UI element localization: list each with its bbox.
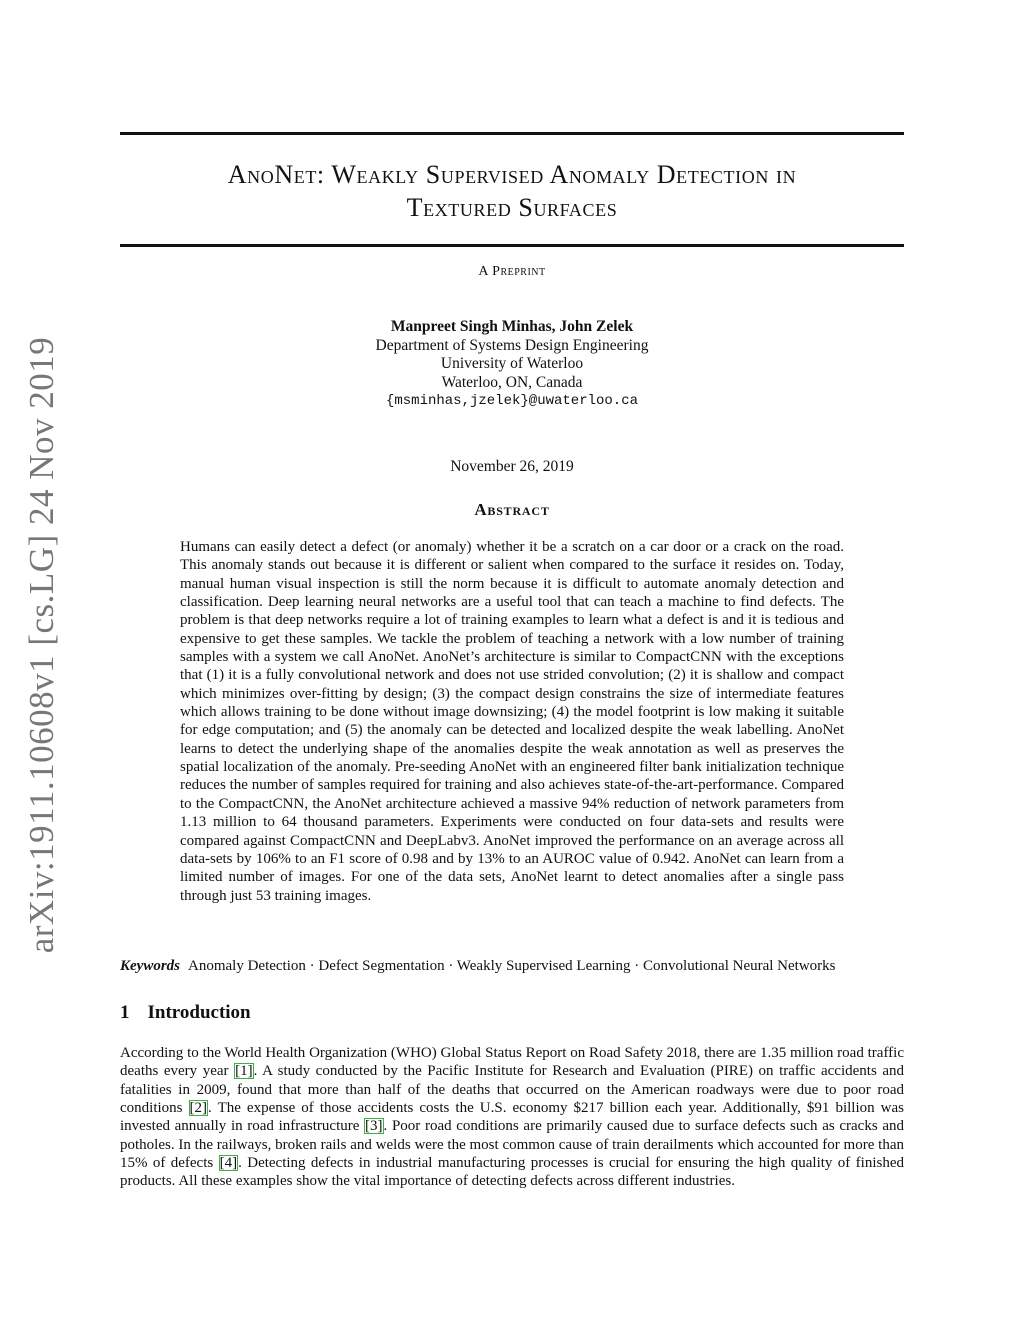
author-department: Department of Systems Design Engineering bbox=[375, 336, 649, 354]
author-university: University of Waterloo bbox=[440, 355, 584, 372]
title-line-2: Textured Surfaces bbox=[406, 193, 618, 222]
keywords-label: Keywords bbox=[120, 958, 180, 974]
keywords-line bbox=[120, 958, 904, 975]
preprint-label: A Preprint bbox=[478, 264, 546, 279]
title-bottom-rule bbox=[120, 244, 904, 247]
arxiv-identifier-stamp[interactable]: arXiv:1911.10608v1 [cs.LG] 24 Nov 2019 bbox=[22, 336, 61, 954]
introduction-paragraph bbox=[120, 1044, 904, 1191]
intro-text-part-1: According to the World Health Organization (WHO) Global Status Report on Road Safety 2018, there are 1.35 million road traffic deaths every year bbox=[120, 1045, 904, 1080]
author-names: Manpreet Singh Minhas, John Zelek bbox=[390, 318, 634, 335]
section-title: Introduction bbox=[147, 1002, 251, 1023]
paper-title bbox=[120, 158, 904, 224]
citation-link-2[interactable]: [2] bbox=[189, 1100, 208, 1117]
section-heading-introduction bbox=[120, 1002, 251, 1024]
citation-link-3[interactable]: [3] bbox=[365, 1118, 383, 1135]
title-top-rule bbox=[120, 132, 904, 135]
author-block bbox=[120, 318, 904, 411]
paper-date: November 26, 2019 bbox=[450, 458, 574, 475]
abstract-heading: Abstract bbox=[474, 500, 550, 519]
author-location: Waterloo, ON, Canada bbox=[441, 373, 583, 391]
keywords-text: Anomaly Detection · Defect Segmentation · Weakly Supervised Learning · Convolutional Neural Networks bbox=[188, 958, 836, 974]
intro-text-part-4: . Poor road conditions are primarily caused due to surface defects such as cracks and potholes. In the railways, broken rails and welds were the most common cause of train derailments which accounted for more than 15% of defects bbox=[120, 1118, 904, 1172]
abstract-text: Humans can easily detect a defect (or anomaly) whether it be a scratch on a car door or a crack on the road. This anomaly stands out because it is different or salient when compared to the surface it resides on. Today, manual human visual inspection is still the norm because it is difficult to automate anomaly detection and classification. Deep learning neural networks are a useful tool that can teach a machine to find defects. The problem is that deep networks require a lot of training examples to learn what a defect is and it is tedious and expensive to get these samples. We tackle the problem of teaching a network with a low number of training samples with a system we call AnoNet. AnoNet’s architecture is similar to CompactCNN with the exceptions that (1) it is a fully convolutional network and does not use strided convolution; (2) it is shallow and compact which minimizes over-fitting by design; (3) the compact design constrains the size of intermediate features which allows training to be done without image downsizing; (4) the model footprint is low making it suitable for edge computation; and (5) the anomaly can be detected and localized despite the weak labelling. AnoNet learns to detect the underlying shape of the anomalies despite the weak annotation as well as preserves the spatial localization of the anomaly. Pre-seeding AnoNet with an engineered filter bank initialization technique reduces the number of samples required for training and also achieves state-of-the-art-performance. Compared to the CompactCNN, the AnoNet architecture achieved a massive 94% reduction of network parameters from 1.13 million to 64 thousand parameters. Experiments were conducted on four data-sets and results were compared against CompactCNN and DeepLabv3. AnoNet improved the performance on an average across all data-sets by 106% to an F1 score of 0.98 and by 13% to an AUROC value of 0.942. AnoNet can learn from a limited number of images. For one of the data sets, AnoNet learnt to detect anomalies after a single pass through just 53 training images. bbox=[180, 539, 844, 904]
intro-text-part-5: . Detecting defects in industrial manufacturing processes is crucial for ensuring the high quality of finished products. All these examples show the vital importance of detecting defects across different industries. bbox=[120, 1155, 905, 1190]
intro-text-part-3: . The expense of those accidents costs the U.S. economy $217 billion each year. Additionally, $91 billion was invested annually in road infrastructure bbox=[120, 1100, 905, 1135]
section-number: 1 bbox=[120, 1002, 130, 1023]
title-line-1: AnoNet: Weakly Supervised Anomaly Detection in bbox=[227, 160, 797, 189]
citation-link-1[interactable]: [1] bbox=[235, 1063, 253, 1080]
intro-text-part-2: . A study conducted by the Pacific Institute for Research and Evaluation (PIRE) on traffic accidents and fatalities in 2009, found that more than half of the deaths that occurred on the American roadways were due to poor road conditions bbox=[120, 1063, 904, 1117]
author-email[interactable]: {msminhas,jzelek}@uwaterloo.ca bbox=[385, 393, 639, 409]
citation-link-4[interactable]: [4] bbox=[219, 1155, 238, 1172]
